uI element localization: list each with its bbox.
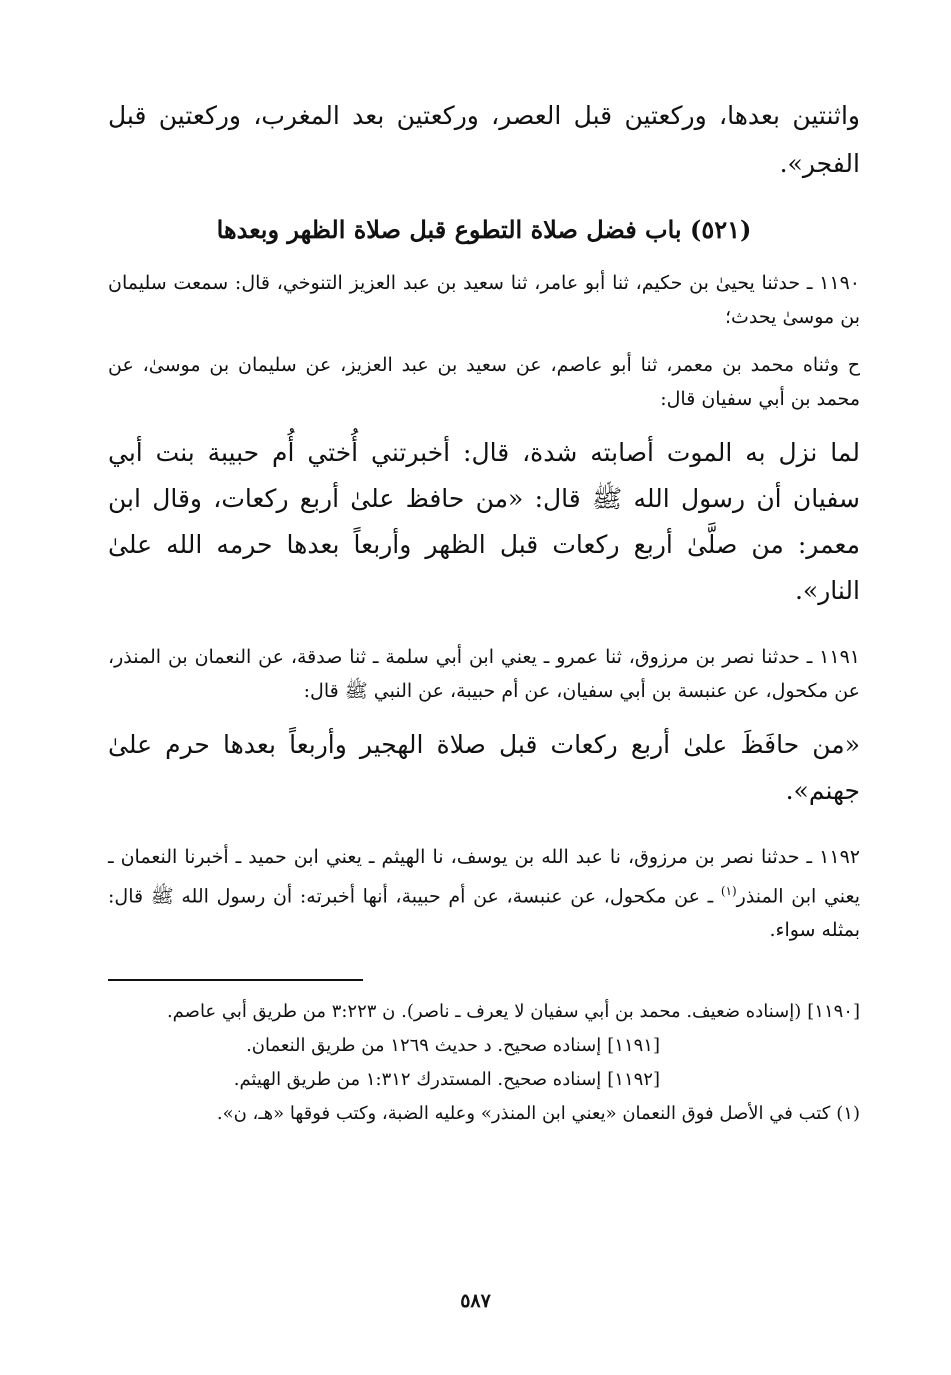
hadith-1192-isnad-before: ١١٩٢ ـ حدثنا نصر بن مرزوق، نا عبد الله بن يوسف، نا الهيثم ـ يعني ابن حميد ـ أخبرنا النعمان ـ يعني ابن المنذر (108, 846, 860, 908)
hadith-1190-isnad-1: ١١٩٠ ـ حدثنا يحيىٰ بن حكيم، ثنا أبو عامر، ثنا سعيد بن عبد العزيز التنوخي، قال: سمعت سليمان بن موسىٰ يحدث؛ (108, 272, 860, 328)
footnote-1190 (108, 995, 860, 1029)
page-number: ٥٨٧ (460, 1290, 491, 1312)
hadith-1190-matn: لما نزل به الموت أصابته شدة، قال: أخبرتني أُختي أُم حبيبة بنت أبي سفيان أن رسول الله ﷺ قال: «من حافظ علىٰ أربع ركعات، وقال ابن معمر: من صلَّىٰ أربع ركعات قبل الظهر وأربعاً بعدها حرمه الله علىٰ النار». (108, 438, 860, 605)
hadith-1191-isnad: ١١٩١ ـ حدثنا نصر بن مرزوق، ثنا عمرو ـ يعني ابن أبي سلمة ـ ثنا صدقة، عن النعمان بن المنذر، عن مكحول، عن عنبسة بن أبي سفيان، عن أم حبيبة، عن النبي ﷺ قال: (108, 646, 860, 702)
footnote-tag: [١١٩٢] (607, 1069, 660, 1091)
hadith-1192-isnad (108, 840, 860, 947)
page-body (108, 92, 860, 1131)
footnote-reference: (١) (720, 884, 737, 898)
footnote-divider (108, 979, 363, 981)
footnote-text: إسناده صحيح. د حديث ١٢٦٩ من طريق النعمان. (246, 1035, 602, 1057)
footnote-text: إسناده صحيح. المستدرك ١:٣١٢ من طريق الهيثم. (233, 1069, 602, 1091)
chapter-heading: (٥٢١) باب فضل صلاة التطوع قبل صلاة الظهر وبعدها (216, 215, 752, 244)
footnote-text: كتب في الأصل فوق النعمان «يعني ابن المنذر» وعليه الضبة، وكتب فوقها «هـ، ن». (216, 1103, 831, 1125)
hadith-1191-matn: «من حافَظَ علىٰ أربع ركعات قبل صلاة الهجير وأربعاً بعدها حرم علىٰ جهنم». (108, 730, 860, 805)
footnotes (108, 995, 860, 1131)
footnote-tag: [١١٩١] (607, 1035, 660, 1057)
hadith-1192-isnad-after: ـ عن مكحول، عن عنبسة، عن أم حبيبة، أنها أخبرته: أن رسول الله ﷺ قال: بمثله سواء. (108, 885, 860, 942)
footnote-tag: (١) (836, 1103, 860, 1125)
continuation-text: واثنتين بعدها، وركعتين قبل العصر، وركعتين بعد المغرب، وركعتين قبل الفجر». (108, 101, 860, 178)
footnote-1191 (108, 1029, 860, 1063)
footnote-text: (إسناده ضعيف. محمد بن أبي سفيان لا يعرف ـ ناصر). ن ٣:٢٢٣ من طريق أبي عاصم. (166, 1001, 802, 1023)
footnote-1192 (108, 1063, 860, 1097)
footnote-tag: [١١٩٠] (807, 1001, 860, 1023)
hadith-1190-isnad-2: ح وثناه محمد بن معمر، ثنا أبو عاصم، عن سعيد بن عبد العزيز، عن سليمان بن موسىٰ، عن محمد بن أبي سفيان قال: (108, 354, 860, 410)
footnote-1 (108, 1097, 860, 1131)
